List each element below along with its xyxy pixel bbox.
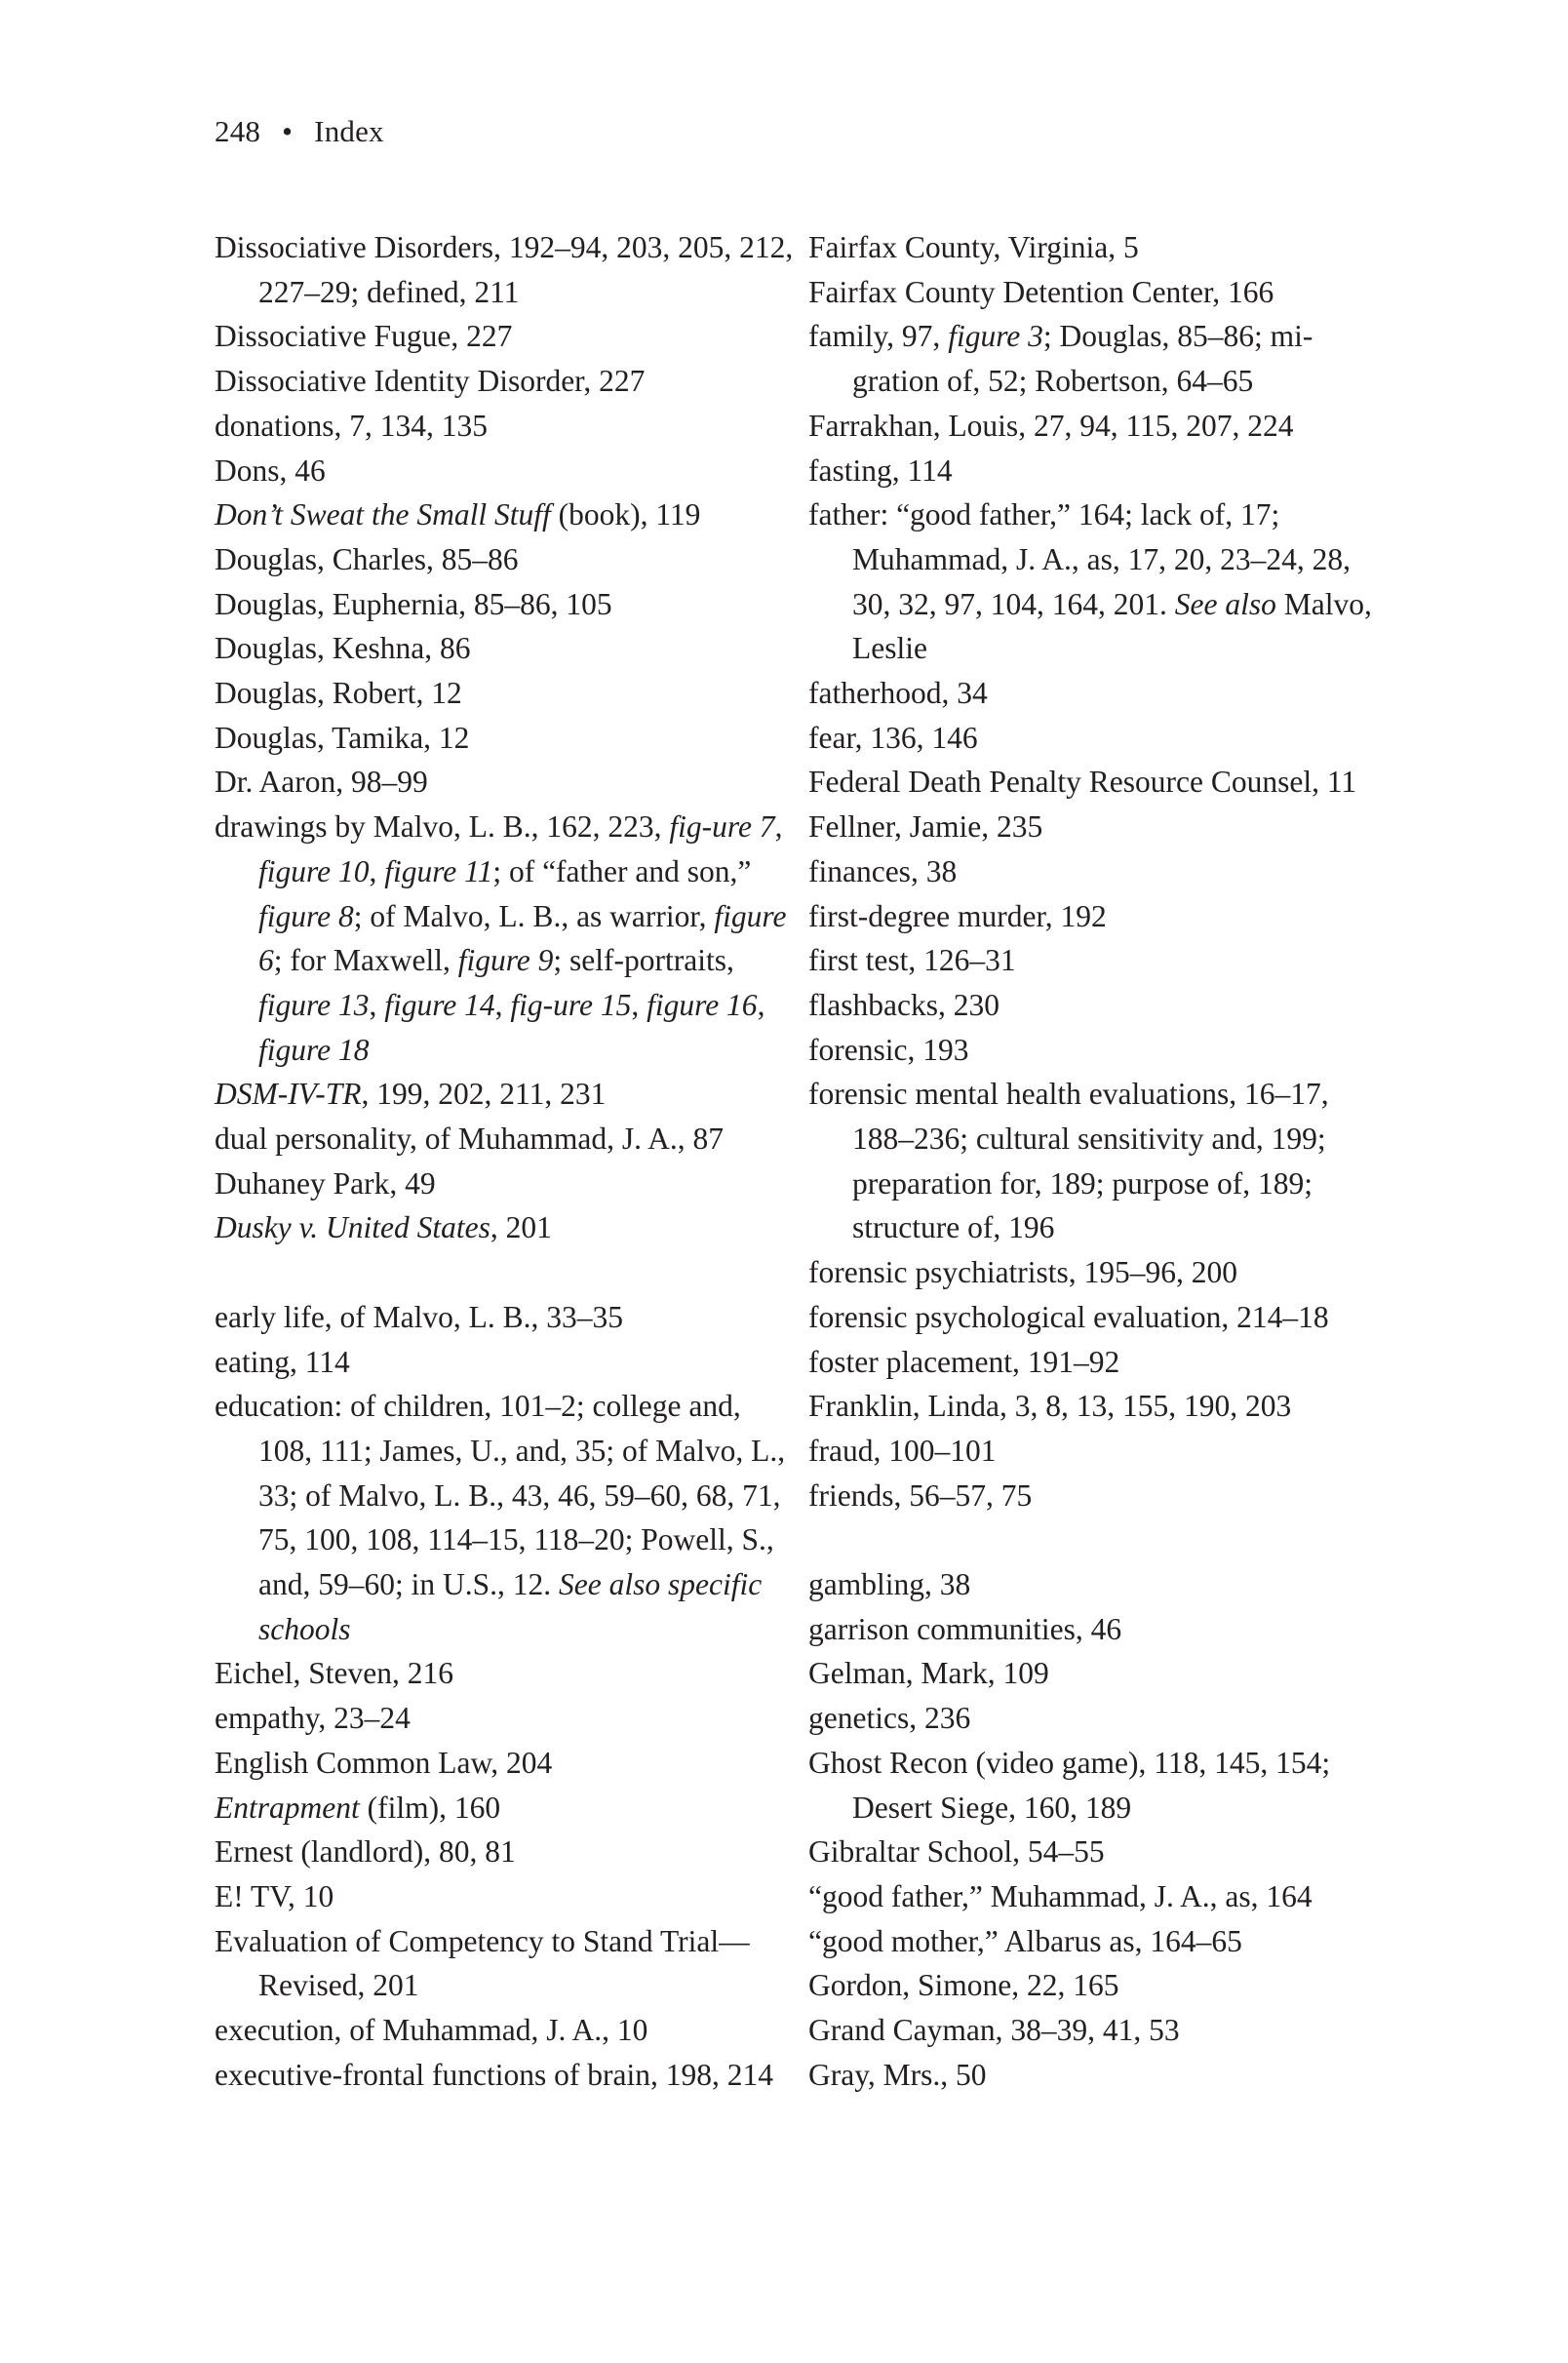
index-column-left (215, 225, 800, 2098)
index-entry: Duhaney Park, 49 (215, 1165, 436, 1201)
index-entry: flashbacks, 230 (808, 987, 1000, 1022)
index-entry: Fairfax County Detention Center, 166 (808, 274, 1274, 309)
index-entry: empathy, 23–24 (215, 1701, 411, 1736)
index-entry: Douglas, Euphernia, 85–86, 105 (215, 586, 612, 621)
index-entry: Gibraltar School, 54–55 (808, 1834, 1105, 1870)
index-entry: first test, 126–31 (808, 943, 1016, 978)
index-entry: gambling, 38 (808, 1567, 971, 1602)
index-entry: “good father,” Muhammad, J. A., as, 164 (808, 1879, 1313, 1913)
index-entry: friends, 56–57, 75 (808, 1477, 1033, 1513)
index-column-right (808, 225, 1384, 2098)
index-entry: executive-frontal functions of brain, 198, 214 (215, 2057, 773, 2092)
index-entry: foster placement, 191–92 (808, 1344, 1120, 1379)
index-entry: Dissociative Disorders, 192–94, 203, 205, 212, 227–29; defined, 211 (215, 230, 794, 309)
index-entry: E! TV, 10 (215, 1879, 334, 1913)
index-entry: fatherhood, 34 (808, 676, 988, 711)
index-entry: family, 97, figure 3; Douglas, 85–86; mi-gration of, 52; Robertson, 64–65 (808, 319, 1313, 399)
index-entry: Fellner, Jamie, 235 (808, 809, 1043, 845)
index-entry: Douglas, Keshna, 86 (215, 631, 471, 666)
running-head-title: Index (314, 114, 384, 148)
index-entry: early life, of Malvo, L. B., 33–35 (215, 1299, 624, 1334)
index-entry: forensic mental health evaluations, 16–17, 188–236; cultural sensitivity and, 199; preparation for, 189; purpose of, 189; structure of, 196 (808, 1077, 1329, 1245)
index-entry: Eichel, Steven, 216 (215, 1656, 453, 1691)
index-entry: Evaluation of Competency to Stand Trial—Revised, 201 (215, 1923, 750, 2003)
index-entry: fasting, 114 (808, 453, 953, 488)
index-entry: Franklin, Linda, 3, 8, 13, 155, 190, 203 (808, 1389, 1292, 1424)
index-entry: Dr. Aaron, 98–99 (215, 765, 428, 800)
index-entry: Gelman, Mark, 109 (808, 1656, 1049, 1691)
index-entry: fear, 136, 146 (808, 720, 978, 755)
index-entry: drawings by Malvo, L. B., 162, 223, fig-ure 7, figure 10, figure 11; of “father and son,” figure 8; of Malvo, L. B., as warrior, figure 6; for Maxwell, figure 9; self-portraits, figure 13, figure 14, fig-ure 15, figure 16, figure 18 (215, 809, 787, 1067)
index-entry: finances, 38 (808, 853, 958, 888)
index-entry: forensic psychological evaluation, 214–18 (808, 1299, 1329, 1334)
index-entry: genetics, 236 (808, 1701, 971, 1736)
index-entry: Gordon, Simone, 22, 165 (808, 1968, 1119, 2003)
index-entry: Ernest (landlord), 80, 81 (215, 1834, 516, 1870)
index-entry: Dons, 46 (215, 453, 326, 488)
index-entry: first-degree murder, 192 (808, 898, 1107, 933)
index-entry: Fairfax County, Virginia, 5 (808, 230, 1139, 264)
index-entry: Dissociative Fugue, 227 (215, 319, 513, 354)
index-entry: “good mother,” Albarus as, 164–65 (808, 1923, 1242, 1958)
index-entry: father: “good father,” 164; lack of, 17; Muhammad, J. A., as, 17, 20, 23–24, 28, 30, 32, 97, 104, 164, 201. See also Malvo, Leslie (808, 497, 1372, 666)
index-entry: Grand Cayman, 38–39, 41, 53 (808, 2013, 1180, 2048)
index-entry: Don’t Sweat the Small Stuff (book), 119 (215, 497, 701, 532)
running-head (215, 109, 384, 154)
index-entry: fraud, 100–101 (808, 1433, 997, 1468)
index-entry: Douglas, Tamika, 12 (215, 720, 470, 755)
index-entry: Entrapment (film), 160 (215, 1790, 501, 1825)
index-entry: DSM-IV-TR, 199, 202, 211, 231 (215, 1077, 607, 1112)
index-entry: Farrakhan, Louis, 27, 94, 115, 207, 224 (808, 408, 1294, 443)
index-entry: execution, of Muhammad, J. A., 10 (215, 2013, 648, 2048)
index-entry: forensic psychiatrists, 195–96, 200 (808, 1255, 1238, 1290)
section-gap (808, 1517, 1384, 1562)
index-entry: dual personality, of Muhammad, J. A., 87 (215, 1122, 725, 1157)
index-entry: education: of children, 101–2; college and, 108, 111; James, U., and, 35; of Malvo, L., 33; of Malvo, L. B., 43, 46, 59–60, 68, 71, 75, 100, 108, 114–15, 118–20; Powell, S., and, 59–60; in U.S., 12. See also specific schools (215, 1389, 786, 1646)
index-entry: Gray, Mrs., 50 (808, 2057, 987, 2092)
page-number: 248 (215, 114, 261, 148)
index-entry: forensic, 193 (808, 1032, 969, 1067)
index-entry: Douglas, Robert, 12 (215, 676, 462, 711)
index-entry: Douglas, Charles, 85–86 (215, 541, 519, 576)
bullet-separator: • (282, 114, 294, 148)
index-entry: donations, 7, 134, 135 (215, 408, 488, 443)
index-entry: Dissociative Identity Disorder, 227 (215, 364, 646, 399)
index-entry: Ghost Recon (video game), 118, 145, 154; Desert Siege, 160, 189 (808, 1745, 1331, 1825)
index-entry: English Common Law, 204 (215, 1745, 553, 1780)
index-entry: eating, 114 (215, 1344, 350, 1379)
section-gap (215, 1250, 800, 1295)
index-entry: Dusky v. United States, 201 (215, 1210, 552, 1245)
index-entry: Federal Death Penalty Resource Counsel, 11 (808, 765, 1357, 800)
index-entry: garrison communities, 46 (808, 1611, 1122, 1646)
